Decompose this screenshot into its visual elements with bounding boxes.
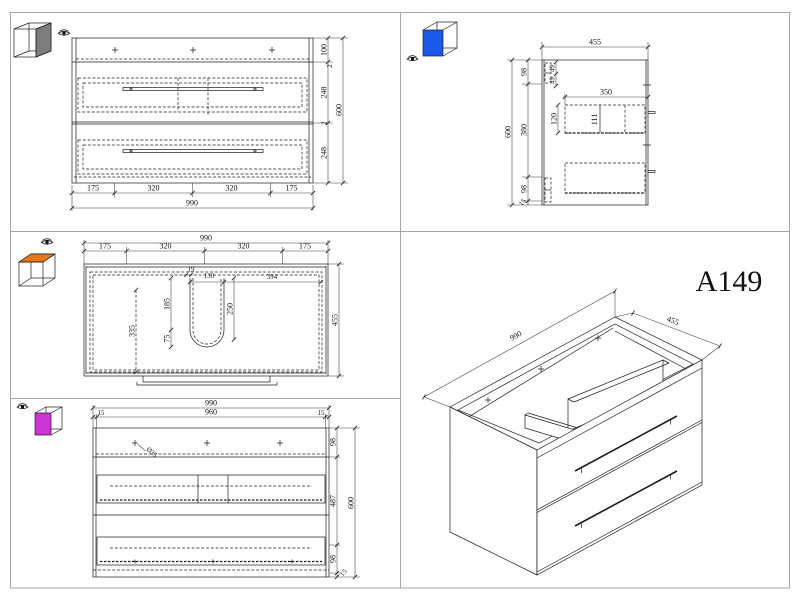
dim-top-seg2: 320: [159, 241, 172, 251]
dim-rear-top-rail: 98: [328, 438, 338, 446]
dim-side-drawer-inner: 111: [590, 113, 599, 126]
rear-view-dimensions: [91, 405, 360, 579]
dim-top-slot-tail: 75: [162, 334, 172, 343]
dim-front-seg1: 175: [87, 183, 99, 193]
dim-front-right2: 2: [327, 64, 334, 68]
dim-top-seg3: 320: [237, 241, 250, 251]
rear-view-cube-icon: [17, 404, 62, 435]
side-view-panel: [400, 12, 790, 231]
eye-icon: [58, 30, 69, 35]
dim-rear-hole-dia: Ø35: [144, 446, 159, 460]
dim-side-bracket-top: 49: [549, 65, 557, 72]
eye-icon: [407, 56, 418, 61]
dim-front-seg2: 320: [147, 183, 160, 193]
front-view-panel: [10, 12, 400, 231]
front-view-drawing: [72, 38, 313, 183]
dim-side-drawer-width: 350: [600, 87, 612, 97]
dim-side-left-bottom: 98: [519, 185, 529, 193]
eye-icon: [17, 404, 28, 409]
front-view-cube-icon: [14, 23, 70, 57]
dim-rear-middle: 487: [328, 495, 338, 507]
view-direction-face: [423, 30, 443, 56]
dim-side-drawer-height: 120: [549, 113, 559, 125]
dim-front-seg4: 175: [285, 183, 298, 193]
dim-side-left-top: 98: [519, 68, 529, 76]
dim-top-seg1: 175: [99, 241, 111, 251]
dim-top-slot-offset: 19: [187, 266, 195, 274]
dim-front-right5: 248: [319, 147, 329, 159]
dim-side-left-foot: 15: [517, 197, 528, 208]
model-number: A149: [695, 265, 763, 298]
view-direction-face: [35, 413, 51, 435]
rear-view-panel: [10, 398, 400, 588]
foot-profile: [137, 376, 277, 385]
dim-side-bracket-bottom: 49: [549, 77, 557, 84]
dim-top-slot-depth: 185: [162, 298, 172, 310]
drill-marks: [132, 440, 283, 446]
rear-view-drawing: [93, 428, 329, 577]
hole-leader: [138, 445, 145, 451]
dim-iso-edge-width: 990: [508, 328, 524, 343]
dim-iso-edge-depth: 455: [665, 314, 681, 328]
dim-front-total-height: 600: [334, 104, 344, 116]
iso-view-drawing: [450, 317, 702, 575]
dim-rear-edge-left: 15: [97, 410, 105, 417]
drill-marks: [112, 47, 275, 53]
dim-front-seg3: 320: [225, 183, 238, 193]
view-direction-face: [36, 23, 51, 57]
dim-front-total-width: 990: [186, 198, 198, 208]
view-direction-face: [19, 254, 55, 262]
dim-side-left-mid: 380: [519, 124, 529, 136]
eye-icon: [41, 239, 52, 244]
dim-rear-total-height: 600: [346, 497, 356, 509]
drawer1-handle: [123, 88, 263, 91]
dim-front-right4: 2: [321, 121, 329, 125]
dim-side-top-width: 455: [589, 37, 601, 47]
top-view-cube-icon: [19, 239, 55, 286]
dim-top-seg4: 175: [299, 241, 311, 251]
dim-rear-inner-width: 960: [205, 407, 217, 417]
dim-side-total-height: 600: [503, 126, 513, 138]
handle-side-profile: [648, 112, 655, 114]
dim-rear-foot: 15: [338, 568, 349, 578]
basin-cutout: [190, 278, 224, 347]
dim-rear-edge-right: 15: [317, 410, 325, 417]
dim-rear-total-width: 990: [205, 398, 217, 408]
dim-top-slot-width: 130: [203, 273, 215, 280]
dim-top-right-span: 394: [266, 274, 278, 281]
drawer2-handle: [123, 150, 263, 153]
dim-top-left-depth: 335: [127, 325, 137, 337]
dim-top-total-depth: 455: [330, 314, 340, 326]
top-view-panel: [10, 231, 400, 398]
dim-front-right3: 248: [319, 86, 329, 99]
handle-side-profile: [648, 171, 655, 173]
dim-rear-bottom-rail: 98: [328, 555, 338, 563]
side-view-cube-icon: [407, 22, 457, 61]
dim-front-right1: 100: [319, 44, 329, 56]
dim-top-total-width: 990: [200, 233, 212, 243]
dim-top-cutout-depth: 250: [225, 303, 235, 315]
iso-view-panel: [400, 231, 790, 588]
top-view-dimensions: [82, 240, 344, 378]
